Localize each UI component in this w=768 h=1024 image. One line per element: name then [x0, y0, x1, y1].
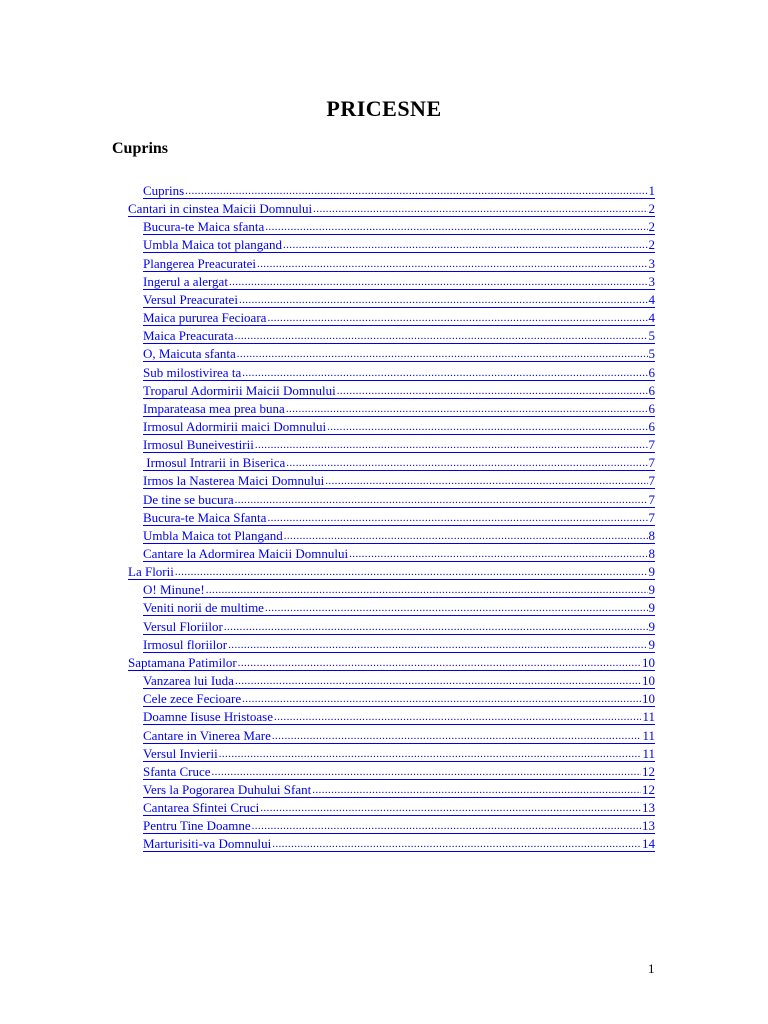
toc-entry-title: Umbla Maica tot plangand	[143, 237, 282, 252]
toc-entry-page: 7	[648, 473, 655, 488]
toc-entry[interactable]	[143, 326, 655, 344]
toc-entry[interactable]	[128, 653, 655, 671]
toc-dot-leader	[242, 693, 641, 706]
toc-entry-page: 6	[648, 383, 655, 398]
toc-entry-title: Marturisiti-va Domnului	[143, 836, 272, 851]
toc-entry-page: 12	[642, 782, 655, 797]
toc-entry-title: Cantari in cinstea Maicii Domnului	[128, 201, 313, 216]
toc-entry[interactable]	[143, 254, 655, 272]
toc-dot-leader	[267, 512, 647, 525]
toc-dot-leader	[272, 730, 642, 743]
toc-entry[interactable]	[143, 435, 655, 453]
toc-dot-leader	[257, 258, 648, 271]
toc-entry-page: 10	[642, 655, 655, 670]
toc-entry[interactable]	[143, 762, 655, 780]
toc-entry-title: O! Minune!	[143, 582, 205, 597]
toc-entry[interactable]	[143, 744, 655, 762]
toc-entry[interactable]	[143, 508, 655, 526]
toc-entry-title: Doamne Iisuse Hristoase	[143, 709, 273, 724]
toc-entry-page: 4	[648, 310, 655, 325]
toc-dot-leader	[284, 530, 648, 543]
toc-entry-title: Cuprins	[143, 183, 185, 198]
toc-entry-title: O, Maicuta sfanta	[143, 346, 236, 361]
toc-dot-leader	[286, 403, 648, 416]
toc-entry-title: Saptamana Patimilor	[128, 655, 237, 670]
toc-dot-leader	[272, 838, 641, 851]
toc-entry-title: Vanzarea lui Iuda	[143, 673, 234, 688]
toc-entry-page: 9	[648, 564, 655, 579]
toc-dot-leader	[235, 675, 641, 688]
toc-entry[interactable]	[143, 308, 655, 326]
toc-entry[interactable]	[143, 363, 655, 381]
toc-dot-leader	[312, 784, 641, 797]
toc-entry[interactable]	[143, 689, 655, 707]
toc-entry-title: Bucura-te Maica Sfanta	[143, 510, 267, 525]
toc-entry-page: 10	[642, 691, 655, 706]
toc-dot-leader	[242, 367, 647, 380]
toc-entry-title: Versul Floriilor	[143, 619, 223, 634]
toc-entry[interactable]	[143, 726, 655, 744]
toc-entry-title: Veniti norii de multime	[143, 600, 264, 615]
toc-entry-title: Sfanta Cruce	[143, 764, 211, 779]
toc-entry[interactable]	[143, 617, 655, 635]
toc-entry[interactable]	[143, 471, 655, 489]
toc-entry-page: 13	[642, 818, 655, 833]
toc-entry-page: 9	[648, 582, 655, 597]
toc-entry-title: Pentru Tine Doamne	[143, 818, 251, 833]
toc-dot-leader	[219, 748, 642, 761]
toc-dot-leader	[313, 203, 647, 216]
toc-entry-page: 3	[648, 256, 655, 271]
toc-dot-leader	[325, 475, 647, 488]
toc-dot-leader	[286, 457, 647, 470]
toc-entry-title: Maica pururea Fecioara	[143, 310, 267, 325]
toc-entry-title: Cantare la Adormirea Maicii Domnului	[143, 546, 349, 561]
toc-entry-title: Versul Preacuratei	[143, 292, 238, 307]
toc-heading: Cuprins	[112, 140, 169, 157]
toc-entry-title: Umbla Maica tot Plangand	[143, 528, 283, 543]
toc-entry-page: 4	[648, 292, 655, 307]
toc-entry-title: Versul Invierii	[143, 746, 218, 761]
toc-dot-leader	[252, 820, 641, 833]
toc-dot-leader	[224, 621, 648, 634]
toc-entry-page: 6	[648, 365, 655, 380]
toc-entry-page: 11	[642, 746, 655, 761]
toc-entry[interactable]	[128, 562, 655, 580]
toc-entry-title: Cele zece Fecioare	[143, 691, 242, 706]
toc-dot-leader	[327, 421, 647, 434]
toc-entry[interactable]	[143, 707, 655, 725]
toc-dot-leader	[235, 330, 648, 343]
toc-entry-title: Plangerea Preacuratei	[143, 256, 256, 271]
toc-dot-leader	[349, 548, 647, 561]
toc-entry-page: 10	[642, 673, 655, 688]
toc-entry[interactable]	[143, 453, 655, 471]
toc-entry[interactable]	[143, 235, 655, 253]
toc-entry-title: Maica Preacurata	[143, 328, 234, 343]
toc-entry-page: 1	[648, 183, 655, 198]
toc-entry-page: 14	[642, 836, 655, 851]
toc-dot-leader	[265, 602, 648, 615]
toc-entry-title: Bucura-te Maica sfanta	[143, 219, 265, 234]
toc-entry-page: 8	[648, 546, 655, 561]
toc-entry[interactable]	[143, 798, 655, 816]
page-title: PRICESNE	[326, 96, 442, 121]
toc-dot-leader	[206, 584, 648, 597]
toc-entry-title: De tine se bucura	[143, 492, 234, 507]
toc-dot-leader	[337, 385, 648, 398]
toc-entry-page: 2	[648, 237, 655, 252]
toc-dot-leader	[229, 276, 648, 289]
toc-dot-leader	[212, 766, 641, 779]
toc-entry[interactable]	[143, 290, 655, 308]
toc-entry[interactable]	[143, 344, 655, 362]
toc-entry-title: Imparateasa mea prea buna	[143, 401, 285, 416]
toc-dot-leader	[260, 802, 641, 815]
toc-entry-page: 7	[648, 492, 655, 507]
toc-entry-page: 5	[648, 328, 655, 343]
toc-dot-leader	[238, 657, 641, 670]
toc-entry[interactable]	[143, 780, 655, 798]
toc-entry-page: 6	[648, 419, 655, 434]
toc-dot-leader	[237, 348, 648, 361]
toc-entry[interactable]	[143, 272, 655, 290]
toc-entry-page: 7	[648, 437, 655, 452]
toc-entry[interactable]	[143, 381, 655, 399]
toc-entry[interactable]	[143, 598, 655, 616]
toc-dot-leader	[175, 566, 648, 579]
toc-entry[interactable]	[143, 417, 655, 435]
toc-entry-page: 8	[648, 528, 655, 543]
toc-entry[interactable]	[143, 816, 655, 834]
toc-entry[interactable]	[143, 490, 655, 508]
toc-entry-page: 13	[642, 800, 655, 815]
toc-entry-page: 9	[648, 600, 655, 615]
toc-entry[interactable]	[143, 181, 655, 199]
toc-entry-page: 9	[648, 637, 655, 652]
toc-entry-page: 11	[642, 728, 655, 743]
toc-entry-page: 9	[648, 619, 655, 634]
toc-entry-page: 7	[648, 455, 655, 470]
page-number: 1	[648, 961, 655, 976]
toc-entry-title: Irmosul Adormirii maici Domnului	[143, 419, 327, 434]
toc-entry[interactable]	[143, 217, 655, 235]
toc-entry[interactable]	[143, 580, 655, 598]
toc-entry[interactable]	[128, 199, 655, 217]
toc-entry[interactable]	[143, 544, 655, 562]
toc-entry-page: 7	[648, 510, 655, 525]
toc-entry-title: Troparul Adormirii Maicii Domnului	[143, 383, 336, 398]
toc-entry-title: Vers la Pogorarea Duhului Sfant	[143, 782, 312, 797]
toc-entry-page: 2	[648, 201, 655, 216]
toc-dot-leader	[239, 294, 648, 307]
toc-dot-leader	[274, 711, 642, 724]
toc-entry-page: 6	[648, 401, 655, 416]
toc-entry[interactable]	[143, 526, 655, 544]
toc-entry[interactable]	[143, 834, 655, 852]
toc-entry-title: Irmosul Intrarii in Biserica	[143, 455, 286, 470]
toc-dot-leader	[267, 312, 647, 325]
toc-entry[interactable]	[143, 671, 655, 689]
toc-dot-leader	[255, 439, 648, 452]
toc-entry-page: 2	[648, 219, 655, 234]
toc-entry-title: Irmosul floriilor	[143, 637, 228, 652]
toc-entry-title: Irmos la Nasterea Maici Domnului	[143, 473, 325, 488]
toc-entry-title: Sub milostivirea ta	[143, 365, 242, 380]
toc-entry[interactable]	[143, 399, 655, 417]
toc-dot-leader	[265, 221, 647, 234]
toc-entry[interactable]	[143, 635, 655, 653]
toc-entry-title: Ingerul a alergat	[143, 274, 228, 289]
toc-entry-title: Cantarea Sfintei Cruci	[143, 800, 260, 815]
toc-dot-leader	[228, 639, 647, 652]
toc-entry-page: 5	[648, 346, 655, 361]
toc-entry-page: 11	[642, 709, 655, 724]
toc-entry-title: Cantare in Vinerea Mare	[143, 728, 271, 743]
toc-dot-leader	[185, 185, 647, 198]
toc-entry-page: 3	[648, 274, 655, 289]
toc-entry-title: La Florii	[128, 564, 174, 579]
toc-dot-leader	[283, 239, 648, 252]
toc-entry-page: 12	[642, 764, 655, 779]
toc-dot-leader	[235, 494, 648, 507]
toc-entry-title: Irmosul Buneivestirii	[143, 437, 254, 452]
